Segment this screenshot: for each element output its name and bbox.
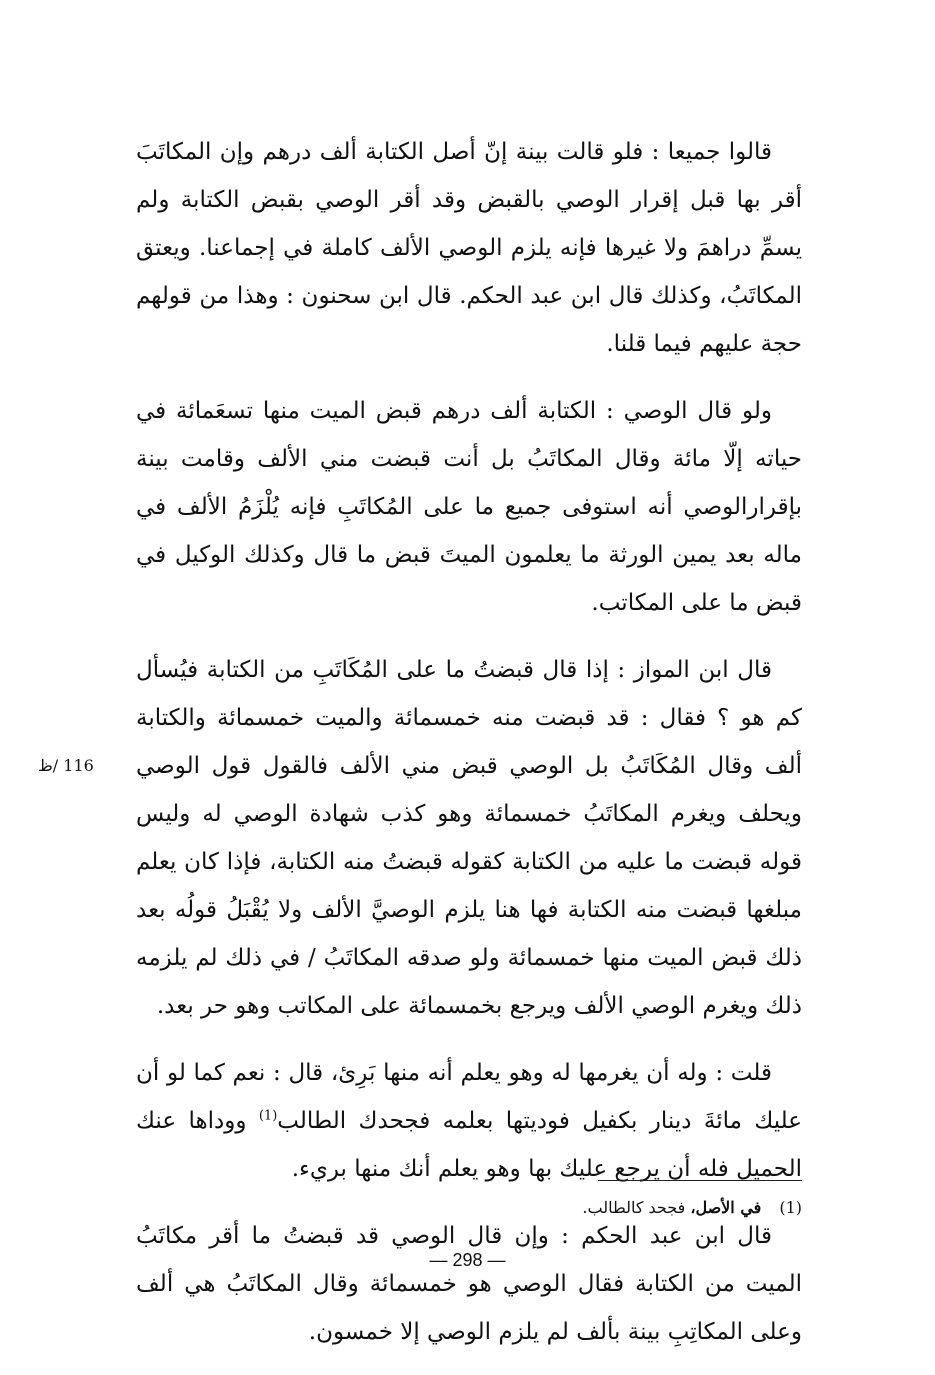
paragraph-4-text-b: ووداها عنك الحميل فله أن يرجع عليك بها وهو يعلم أنك منها بريء. [136, 1108, 802, 1182]
paragraph-4 [136, 1049, 802, 1193]
paragraph-1: قالوا جميعا : فلو قالت بينة إنّ أصل الكتابة ألف درهم وإن المكاتَبَ أقر بها قبل إقرار الوصي بالقبض وقد أقر الوصي بقبض الكتابة ولم يسمِّ دراهمَ ولا غيرها فإنه يلزم الوصي الألف كاملة في إجماعنا. ويعتق المكاتَبُ، وكذلك قال ابن عبد الحكم. قال ابن سحنون : وهذا من قولهم حجة عليهم فيما قلنا. [136, 139, 802, 357]
paragraph-2: ولو قال الوصي : الكتابة ألف درهم قبض الميت منها تسعَمائة في حياته إلّا مائة وقال المكاتَبُ بل أنت قبضت مني الألف وقامت بينة بإقرارالوصي أنه استوفى جميع ما على المُكاتَبِ فإنه يُلْزَمُ الألف في ماله بعد يمين الورثة ما يعلمون الميتَ قبض ما قال وكذلك الوكيل في قبض ما على المكاتب. [136, 398, 802, 616]
footnote-reference: (1) [258, 1108, 278, 1124]
page-number: — 298 — [429, 1250, 506, 1270]
footnote-text: فجحد كالطالب. [582, 1198, 691, 1217]
footnote [400, 1196, 802, 1220]
footnote-number: (1) [779, 1198, 802, 1217]
manuscript-folio-note: 116 /ظ [38, 756, 94, 775]
paragraph-5: قال ابن عبد الحكم : وإن قال الوصي قد قبضتُ ما أقر مكاتَبُ الميت من الكتابة فقال الوصي هو خمسمائة وقال المكاتَبُ هي ألف وعلى المكاتِبِ بينة بألف لم يلزم الوصي إلا خمسون. [136, 1223, 802, 1345]
footnote-bold-text: في الأصل، [690, 1198, 762, 1217]
main-text-column [136, 128, 802, 1375]
footnote-separator [598, 1180, 802, 1181]
paragraph-4-text-a: قلت : وله أن يغرمها له وهو يعلم أنه منها بَرِئ، قال : نعم كما لو أن عليك مائةَ دينار بكفيل فوديتها بعلمه فجحدك الطالب [136, 1060, 803, 1134]
paragraph-3: قال ابن المواز : إذا قال قبضتُ ما على المُكَاتَبِ من الكتابة فيُسأل كم هو ؟ فقال : قد قبضت منه خمسمائة والميت خمسمائة والكتابة ألف وقال المُكَاتَبُ بل الوصي قبض مني الألف فالقول قول الوصي ويحلف ويغرم المكاتَبُ خمسمائة وهو كذب شهادة الوصي له وليس قوله قبضت ما عليه من الكتابة كقوله قبضتُ منه الكتابة، فإذا كان يعلم مبلغها قبضت منه الكتابة فها هنا يلزم الوصيَّ الألف ولا يُقْبَلُ قولُه بعد ذلك قبض الميت منها خمسمائة ولو صدقه المكاتَبُ / في ذلك لم يلزمه ذلك ويغرم الوصي الألف ويرجع بخمسمائة على المكاتب وهو حر بعد. [136, 657, 802, 1019]
